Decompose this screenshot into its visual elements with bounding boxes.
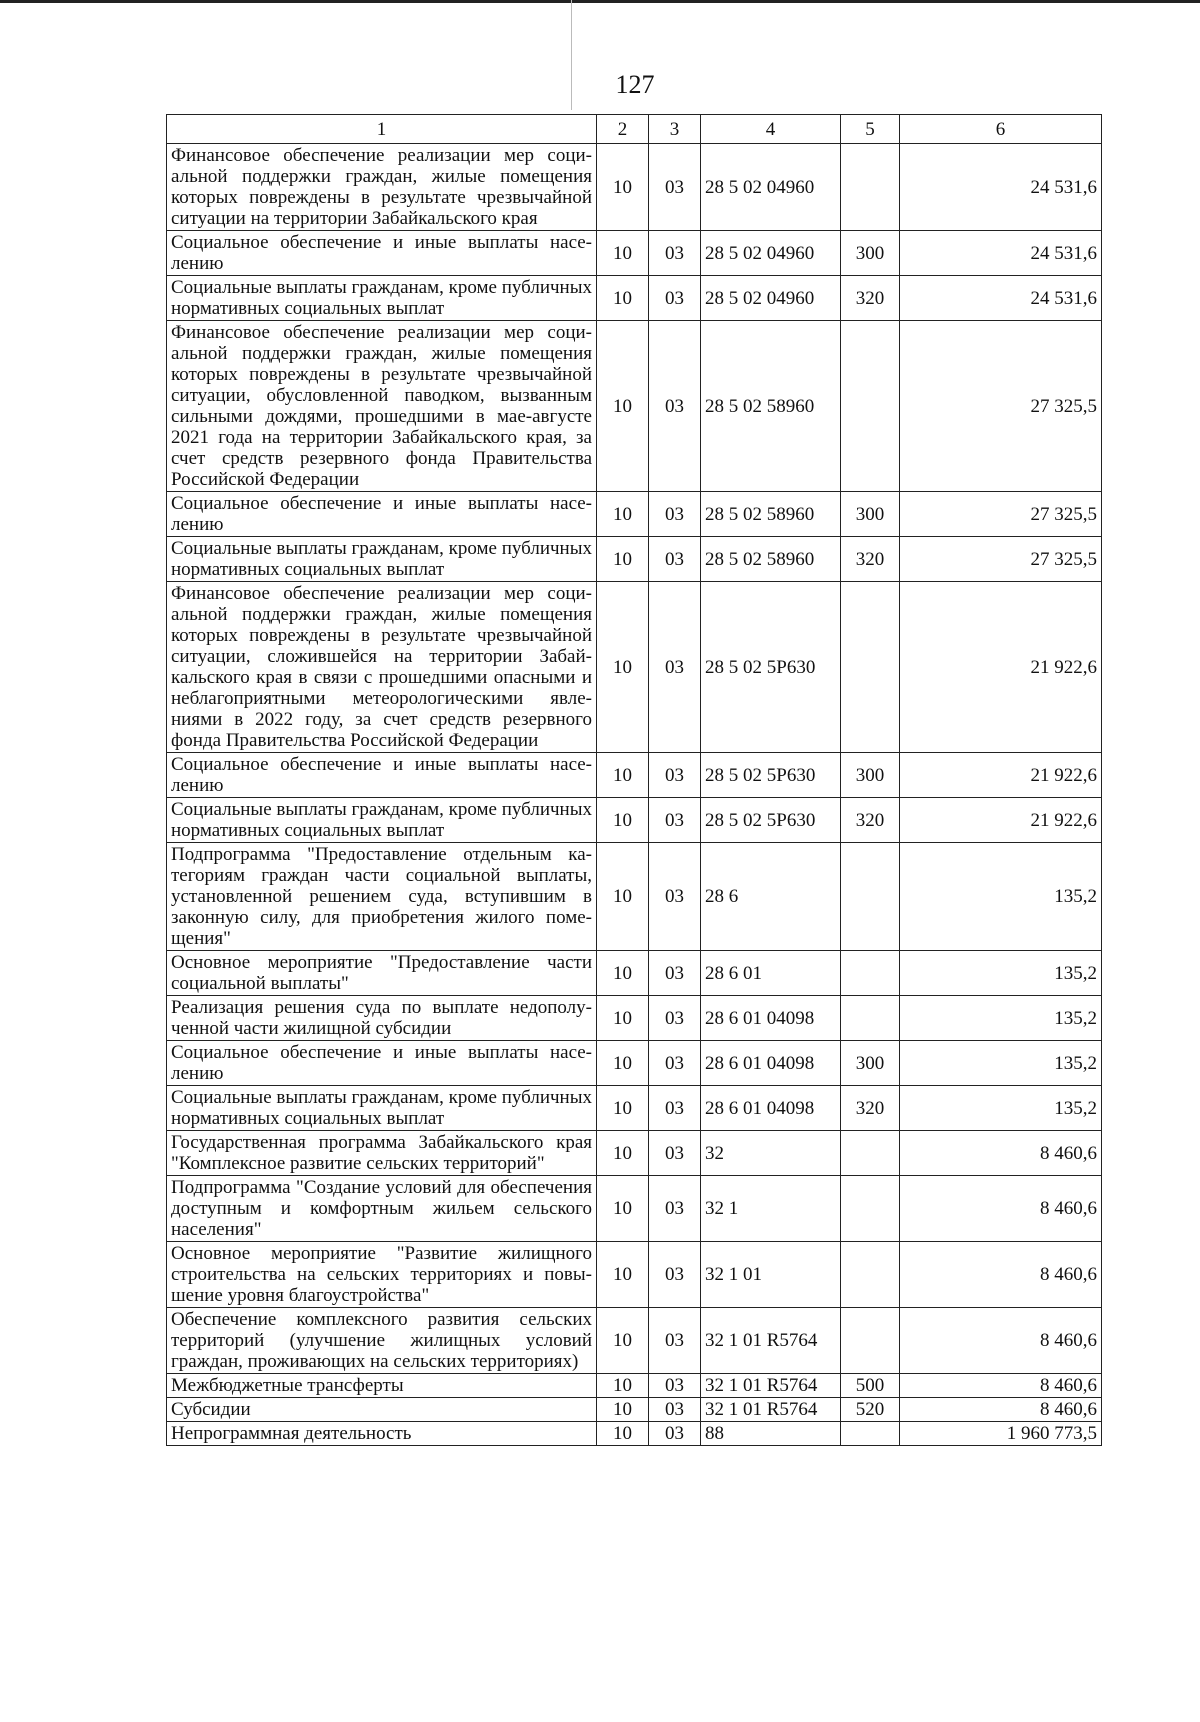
row-section-code: 10 — [597, 276, 649, 321]
row-name: Подпрограмма "Предоставление отдельным категориям граждан части социальной выплаты, установленной решением суда, вступившим в законную силу, для приобретения жилого помещения" — [167, 843, 597, 951]
row-expense-type-code — [841, 1242, 900, 1308]
row-name: Обеспечение комплексного развития сельских территорий (улучшение жилищных условий граждан, проживающих на сельских территориях) — [167, 1308, 597, 1374]
row-subsection-code: 03 — [649, 1176, 701, 1242]
row-subsection-code: 03 — [649, 1041, 701, 1086]
row-expense-type-code: 320 — [841, 276, 900, 321]
row-expense-type-code — [841, 1422, 900, 1446]
table-row — [167, 843, 1102, 951]
row-name: Социальные выплаты гражданам, кроме публичных нормативных социальных выплат — [167, 798, 597, 843]
row-subsection-code: 03 — [649, 1308, 701, 1374]
row-subsection-code: 03 — [649, 1131, 701, 1176]
row-section-code: 10 — [597, 996, 649, 1041]
table-row — [167, 276, 1102, 321]
row-subsection-code: 03 — [649, 537, 701, 582]
table-row — [167, 1422, 1102, 1446]
row-target-article-code: 28 6 01 — [701, 951, 841, 996]
row-target-article-code: 32 1 01 — [701, 1242, 841, 1308]
row-section-code: 10 — [597, 144, 649, 231]
row-expense-type-code: 300 — [841, 753, 900, 798]
table-row — [167, 582, 1102, 753]
row-section-code: 10 — [597, 843, 649, 951]
row-name: Финансовое обеспечение реализации мер социальной поддержки граждан, жилые помещения которых повреждены в результате чрезвычайной ситуации, обусловленной паводком, вызванным сильными дождями, прошедшими в мае-августе 2021 года на территории Забайкальского края, за счет средств резервного фонда Правительства Российской Федерации — [167, 321, 597, 492]
row-amount: 8 460,6 — [900, 1242, 1102, 1308]
table-row — [167, 1176, 1102, 1242]
table-row — [167, 1041, 1102, 1086]
table-row — [167, 951, 1102, 996]
row-subsection-code: 03 — [649, 1374, 701, 1398]
row-section-code: 10 — [597, 1176, 649, 1242]
row-section-code: 10 — [597, 1242, 649, 1308]
table-row — [167, 798, 1102, 843]
row-section-code: 10 — [597, 1041, 649, 1086]
row-name: Государственная программа Забайкальского края "Комплексное развитие сельских территорий" — [167, 1131, 597, 1176]
row-target-article-code: 28 5 02 58960 — [701, 537, 841, 582]
row-amount: 135,2 — [900, 1086, 1102, 1131]
row-name: Социальные выплаты гражданам, кроме публичных нормативных социальных выплат — [167, 276, 597, 321]
row-expense-type-code: 320 — [841, 798, 900, 843]
row-subsection-code: 03 — [649, 321, 701, 492]
row-name: Социальные выплаты гражданам, кроме публичных нормативных социальных выплат — [167, 1086, 597, 1131]
row-amount: 24 531,6 — [900, 231, 1102, 276]
row-expense-type-code: 300 — [841, 231, 900, 276]
row-target-article-code: 28 6 01 04098 — [701, 1041, 841, 1086]
row-amount: 135,2 — [900, 1041, 1102, 1086]
row-expense-type-code: 320 — [841, 1086, 900, 1131]
row-target-article-code: 28 5 02 5Р630 — [701, 798, 841, 843]
table-row — [167, 753, 1102, 798]
row-section-code: 10 — [597, 1086, 649, 1131]
row-target-article-code: 32 1 01 R5764 — [701, 1398, 841, 1422]
row-amount: 8 460,6 — [900, 1308, 1102, 1374]
row-target-article-code: 28 5 02 04960 — [701, 231, 841, 276]
row-amount: 21 922,6 — [900, 798, 1102, 843]
row-section-code: 10 — [597, 1131, 649, 1176]
row-section-code: 10 — [597, 1398, 649, 1422]
row-subsection-code: 03 — [649, 1086, 701, 1131]
table-row — [167, 1131, 1102, 1176]
budget-table — [166, 114, 1102, 1446]
row-amount: 8 460,6 — [900, 1176, 1102, 1242]
table-row — [167, 1242, 1102, 1308]
row-amount: 21 922,6 — [900, 753, 1102, 798]
row-target-article-code: 32 1 01 R5764 — [701, 1308, 841, 1374]
row-amount: 135,2 — [900, 843, 1102, 951]
row-target-article-code: 28 5 02 04960 — [701, 276, 841, 321]
row-target-article-code: 28 6 01 04098 — [701, 996, 841, 1041]
row-expense-type-code: 300 — [841, 492, 900, 537]
row-amount: 8 460,6 — [900, 1398, 1102, 1422]
table-row — [167, 537, 1102, 582]
row-expense-type-code: 500 — [841, 1374, 900, 1398]
row-name: Социальное обеспечение и иные выплаты населению — [167, 492, 597, 537]
row-target-article-code: 32 1 01 R5764 — [701, 1374, 841, 1398]
row-expense-type-code — [841, 843, 900, 951]
row-name: Основное мероприятие "Развитие жилищного строительства на сельских территориях и повышение уровня благоустройства" — [167, 1242, 597, 1308]
page-number: 127 — [615, 70, 655, 99]
row-subsection-code: 03 — [649, 843, 701, 951]
row-amount: 135,2 — [900, 996, 1102, 1041]
row-section-code: 10 — [597, 1374, 649, 1398]
header-col-3: 3 — [649, 115, 701, 144]
row-target-article-code: 32 — [701, 1131, 841, 1176]
row-subsection-code: 03 — [649, 1422, 701, 1446]
row-section-code: 10 — [597, 231, 649, 276]
row-section-code: 10 — [597, 753, 649, 798]
row-expense-type-code — [841, 582, 900, 753]
row-name: Основное мероприятие "Предоставление части социальной выплаты" — [167, 951, 597, 996]
header-col-6: 6 — [900, 115, 1102, 144]
table-row — [167, 144, 1102, 231]
row-target-article-code: 28 5 02 04960 — [701, 144, 841, 231]
row-name: Социальное обеспечение и иные выплаты населению — [167, 231, 597, 276]
row-expense-type-code — [841, 951, 900, 996]
table-row — [167, 1308, 1102, 1374]
row-section-code: 10 — [597, 492, 649, 537]
row-subsection-code: 03 — [649, 951, 701, 996]
row-name: Финансовое обеспечение реализации мер социальной поддержки граждан, жилые помещения которых повреждены в результате чрезвычайной ситуации, сложившейся на территории Забайкальского края в связи с прошедшими опасными и неблагоприятными метеорологическими явлениями в 2022 году, за счет средств резервного фонда Правительства Российской Федерации — [167, 582, 597, 753]
row-expense-type-code — [841, 1131, 900, 1176]
row-expense-type-code: 520 — [841, 1398, 900, 1422]
row-subsection-code: 03 — [649, 276, 701, 321]
table-row — [167, 1086, 1102, 1131]
row-amount: 27 325,5 — [900, 321, 1102, 492]
row-expense-type-code — [841, 996, 900, 1041]
row-amount: 8 460,6 — [900, 1131, 1102, 1176]
row-name: Непрограммная деятельность — [167, 1422, 597, 1446]
header-row — [167, 115, 1102, 144]
scan-top-border — [0, 0, 1200, 3]
row-section-code: 10 — [597, 1308, 649, 1374]
row-amount: 27 325,5 — [900, 492, 1102, 537]
row-target-article-code: 28 6 01 04098 — [701, 1086, 841, 1131]
table-row — [167, 1398, 1102, 1422]
header-col-5: 5 — [841, 115, 900, 144]
row-subsection-code: 03 — [649, 1398, 701, 1422]
row-subsection-code: 03 — [649, 798, 701, 843]
row-subsection-code: 03 — [649, 1242, 701, 1308]
row-target-article-code: 28 5 02 58960 — [701, 321, 841, 492]
table-row — [167, 231, 1102, 276]
row-target-article-code: 28 6 — [701, 843, 841, 951]
row-subsection-code: 03 — [649, 144, 701, 231]
row-section-code: 10 — [597, 951, 649, 996]
row-name: Финансовое обеспечение реализации мер социальной поддержки граждан, жилые помещения которых повреждены в результате чрезвычайной ситуации на территории Забайкальского края — [167, 144, 597, 231]
row-name: Субсидии — [167, 1398, 597, 1422]
table-header — [167, 115, 1102, 144]
header-col-1: 1 — [167, 115, 597, 144]
table-row — [167, 321, 1102, 492]
row-target-article-code: 28 5 02 58960 — [701, 492, 841, 537]
table-row — [167, 996, 1102, 1041]
table-row — [167, 1374, 1102, 1398]
row-expense-type-code — [841, 321, 900, 492]
row-target-article-code: 32 1 — [701, 1176, 841, 1242]
row-section-code: 10 — [597, 582, 649, 753]
row-name: Межбюджетные трансферты — [167, 1374, 597, 1398]
row-expense-type-code — [841, 1176, 900, 1242]
row-section-code: 10 — [597, 321, 649, 492]
row-amount: 8 460,6 — [900, 1374, 1102, 1398]
row-subsection-code: 03 — [649, 996, 701, 1041]
header-col-2: 2 — [597, 115, 649, 144]
row-expense-type-code: 320 — [841, 537, 900, 582]
row-target-article-code: 28 5 02 5Р630 — [701, 753, 841, 798]
row-subsection-code: 03 — [649, 753, 701, 798]
row-section-code: 10 — [597, 798, 649, 843]
row-amount: 135,2 — [900, 951, 1102, 996]
row-expense-type-code — [841, 144, 900, 231]
row-amount: 27 325,5 — [900, 537, 1102, 582]
row-target-article-code: 28 5 02 5Р630 — [701, 582, 841, 753]
row-name: Социальные выплаты гражданам, кроме публичных нормативных социальных выплат — [167, 537, 597, 582]
row-expense-type-code — [841, 1308, 900, 1374]
row-amount: 21 922,6 — [900, 582, 1102, 753]
row-expense-type-code: 300 — [841, 1041, 900, 1086]
row-subsection-code: 03 — [649, 582, 701, 753]
row-section-code: 10 — [597, 1422, 649, 1446]
row-subsection-code: 03 — [649, 492, 701, 537]
row-amount: 24 531,6 — [900, 276, 1102, 321]
row-name: Социальное обеспечение и иные выплаты населению — [167, 1041, 597, 1086]
row-amount: 24 531,6 — [900, 144, 1102, 231]
row-name: Реализация решения суда по выплате недополученной части жилищной субсидии — [167, 996, 597, 1041]
row-name: Подпрограмма "Создание условий для обеспечения доступным и комфортным жильем сельского населения" — [167, 1176, 597, 1242]
table-body — [167, 144, 1102, 1446]
row-section-code: 10 — [597, 537, 649, 582]
row-name: Социальное обеспечение и иные выплаты населению — [167, 753, 597, 798]
row-target-article-code: 88 — [701, 1422, 841, 1446]
header-col-4: 4 — [701, 115, 841, 144]
table-row — [167, 492, 1102, 537]
row-subsection-code: 03 — [649, 231, 701, 276]
row-amount: 1 960 773,5 — [900, 1422, 1102, 1446]
